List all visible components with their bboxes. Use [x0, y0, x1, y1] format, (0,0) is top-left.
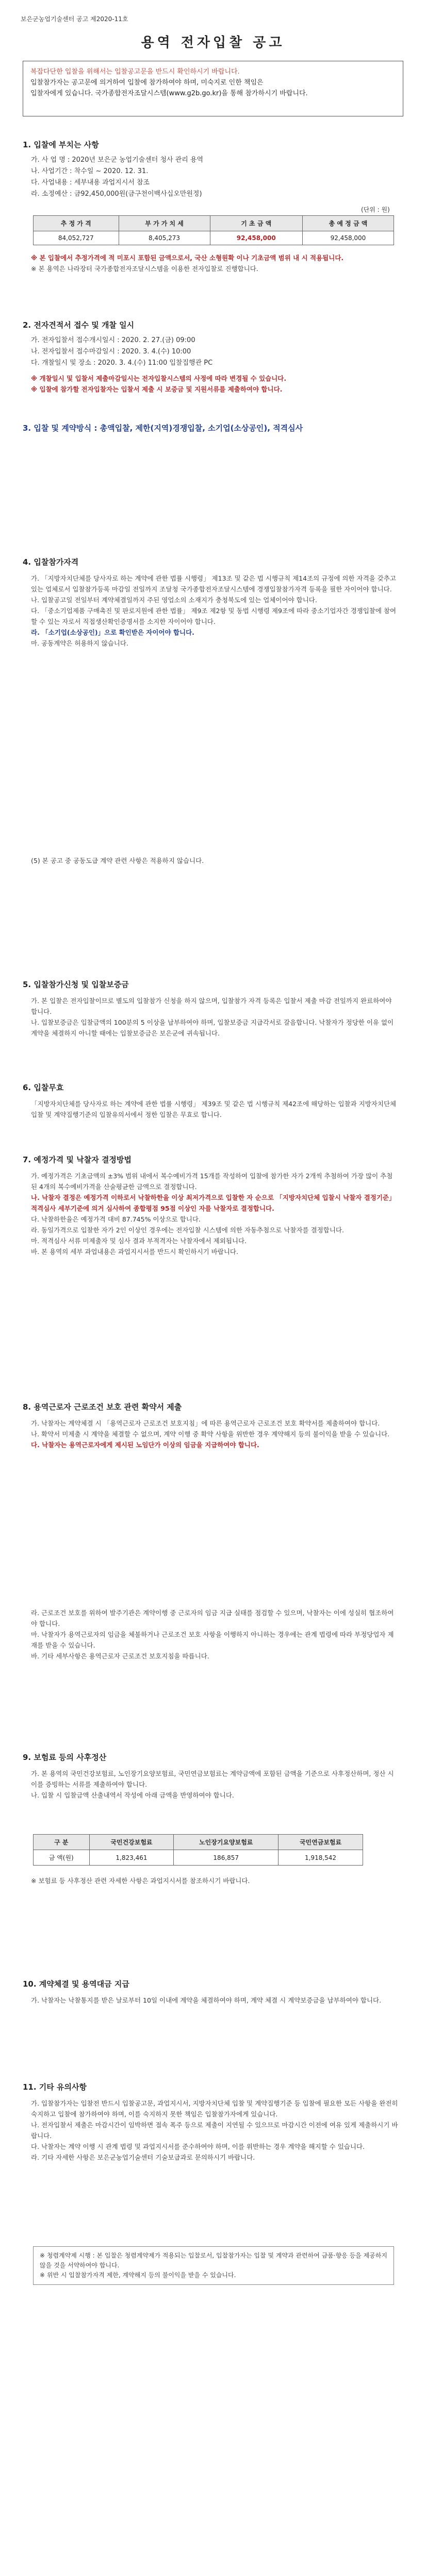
paragraph: 다. 낙찰하한율은 예정가격 대비 87.745% 이상으로 합니다. — [31, 1215, 201, 1223]
paragraph: 나. 입찰보증금은 입찰금액의 100분의 5 이상을 납부하여야 하며, 입찰보증금 지급각서로 갈음합니다. 낙찰자가 정당한 이유 없이 계약을 체결하지 아니할 때에는 입찰보증금은 보은군에 귀속됩니다. — [31, 1019, 394, 1037]
section-1-items — [31, 155, 402, 200]
section-5-body — [31, 995, 398, 1039]
paragraph: 나. 낙찰자 결정은 예정가격 이하로서 낙찰하한율 이상 최저가격으로 입찰한 자 순으로 「지방자치단체 입찰시 낙찰자 결정기준」 적격심사 세부기준에 의거 심사하여 종합평점 95점 이상인 자를 낙찰자로 결정합니다. — [31, 1194, 396, 1212]
paragraph: 다. 낙찰자는 용역근로자에게 제시된 노임단가 이상의 임금을 지급하여야 합니다. — [31, 1441, 259, 1449]
section-9-body — [31, 1768, 398, 1801]
table-header: 국민연금보험료 — [278, 1835, 363, 1850]
paragraph: 나. 입찰공고일 전일부터 계약체결일까지 주된 영업소의 소재지가 충청북도에 있는 업체이어야 합니다. — [31, 596, 317, 604]
list-item: 라. 소정예산 : 금92,450,000원(금구천이백사십오만원정) — [31, 190, 202, 198]
list-item: 나. 사업기간 : 착수일 ~ 2020. 12. 31. — [31, 167, 149, 175]
section-2-title: 2. 전자견적서 접수 및 개찰 일시 — [23, 320, 135, 330]
section-6-body — [31, 1098, 398, 1120]
section-4-title: 4. 입찰참가자격 — [23, 557, 79, 567]
table-cell: 84,052,727 — [34, 231, 119, 245]
paragraph: 마. 적격심사 서류 미제출자 및 심사 결과 부적격자는 낙찰자에서 제외됩니다. — [31, 1237, 247, 1245]
paragraph: 가. 본 용역의 국민건강보험료, 노인장기요양보험료, 국민연금보험료는 계약금액에 포함된 금액을 기준으로 사후정산하며, 정산 시 이를 증빙하는 서류를 제출하여야 합니다. — [31, 1770, 394, 1788]
note: ※ 개찰일시 및 입찰서 제출마감일시는 전자입찰시스템의 사정에 따라 변경될 수 있습니다. — [31, 375, 287, 382]
table-cell: 8,405,273 — [119, 231, 210, 245]
note: ※ 본 입찰에서 추정가격에 적 미포시 포함된 금액으로서, 국산 소형원확 이나 기초금액 범위 내 시 적용됩니다. — [31, 254, 344, 262]
section-5-title: 5. 입찰참가신청 및 입찰보증금 — [23, 980, 129, 989]
paragraph: 마. 낙찰자가 용역근로자의 임금을 체불하거나 근로조건 보호 사항을 이행하지 아니하는 경우에는 관계 법령에 따라 부정당업자 제재를 받을 수 있습니다. — [31, 1631, 394, 1649]
paragraph: 가. 「지방자치단체를 당사자로 하는 계약에 관한 법률 시행령」 제13조 및 같은 법 시행규칙 제14조의 규정에 의한 자격을 갖추고 있는 업체로서 입찰참가등록 마감일 전일까지 조달청 국가종합전자조달시스템에 경쟁입찰참가자격 등록을 필한 자이어야 합니다. — [31, 574, 396, 593]
paragraph: 마. 공동계약은 허용하지 않습니다. — [31, 639, 128, 647]
section-7-body — [31, 1171, 398, 1257]
section-8-body — [31, 1418, 398, 1450]
price-table — [33, 215, 394, 245]
list-item: 가. 사 업 명 : 2020년 보은군 농업기술센터 청사 관리 용역 — [31, 156, 204, 164]
paragraph: 라. 근로조건 보호를 위하여 발주기관은 계약이행 중 근로자의 임금 지급 실태를 점검할 수 있으며, 낙찰자는 이에 성실히 협조하여야 합니다. — [31, 1609, 394, 1628]
table-header: 국민건강보험료 — [89, 1835, 174, 1850]
paragraph: 나. 전자입찰서 제출은 마감시간이 임박하면 접속 폭주 등으로 제출이 지연될 수 있으므로 마감시간 이전에 여유 있게 제출하시기 바랍니다. — [31, 2121, 398, 2140]
section-8-title: 8. 용역근로자 근로조건 보호 관련 확약서 제출 — [23, 1402, 182, 1412]
intro-notice-box — [23, 61, 403, 116]
list-item: 나. 전자입찰서 접수마감일시 : 2020. 3. 4.(수) 10:00 — [31, 348, 191, 355]
section-10-body — [31, 1995, 398, 2006]
section-1-notes — [31, 252, 398, 274]
section-8-body-2 — [31, 1607, 398, 1662]
list-item: 다. 개찰일시 및 장소 : 2020. 3. 4.(수) 11:00 입찰집행관 PC — [31, 359, 213, 367]
section-11-body — [31, 2098, 398, 2163]
paragraph: 바. 본 용역의 세부 과업내용은 과업지시서를 반드시 확인하시기 바랍니다. — [31, 1248, 238, 1256]
section-2-items — [31, 335, 402, 369]
section-2-notes — [31, 373, 398, 395]
list-item: 가. 전자입찰서 접수개시일시 : 2020. 2. 27.(금) 09:00 — [31, 336, 195, 344]
table-unit: (단위 : 원) — [361, 206, 390, 213]
notice-line: ※ 청렴계약제 시행 : 본 입찰은 청렴계약제가 적용되는 입찰로서, 입찰참가자는 입찰 및 계약과 관련하여 금품·향응 등을 제공하지 않을 것을 서약하여야 합니다. — [40, 2252, 387, 2269]
paragraph: 나. 확약서 미제출 시 계약을 체결할 수 없으며, 계약 이행 중 확약 사항을 위반한 경우 계약해지 등의 불이익을 받을 수 있습니다. — [31, 1430, 390, 1438]
paragraph: 「지방자치단체를 당사자로 하는 계약에 관한 법률 시행령」 제39조 및 같은 법 시행규칙 제42조에 해당하는 입찰과 지방자치단체 입찰 및 계약집행기준의 입찰유의서에서 정한 입찰은 무효로 합니다. — [31, 1100, 397, 1118]
paragraph: 가. 입찰참가자는 입찰전 반드시 입찰공고문, 과업지시서, 지방자치단체 입찰 및 계약집행기준 등 입찰에 필요한 모든 사항을 완전히 숙지하고 입찰에 참가하여야 하며, 이를 숙지하지 못한 책임은 입찰참가자에게 있습니다. — [31, 2099, 398, 2118]
paragraph: 가. 낙찰자는 계약체결 시 「용역근로자 근로조건 보호지침」에 따른 용역근로자 근로조건 보호 확약서를 제출하여야 합니다. — [31, 1419, 380, 1427]
table-header: 구 분 — [34, 1835, 90, 1850]
section-3-title: 3. 입찰 및 계약방식 : 총액입찰, 제한(지역)경쟁입찰, 소기업(소상공인), 적격심사 — [23, 423, 303, 433]
section-9-tail: ※ 보험료 등 사후정산 관련 자세한 사항은 과업지시서를 참조하시기 바랍니다. — [31, 1877, 250, 1885]
table-cell: 92,458,000 — [210, 231, 302, 245]
paragraph: 바. 기타 세부사항은 용역근로자 근로조건 보호지침을 따릅니다. — [31, 1652, 209, 1660]
table-header: 총 예 정 금 액 — [302, 216, 394, 231]
paragraph: 라. 동일가격으로 입찰한 자가 2인 이상인 경우에는 전자입찰 시스템에 의한 자동추첨으로 낙찰자를 결정합니다. — [31, 1226, 344, 1234]
note: ※ 입찰에 참가할 전자입찰자는 입찰서 제출 시 보증금 및 지원서류를 제출하여야 합니다. — [31, 385, 283, 393]
section-9-title: 9. 보험료 등의 사후정산 — [23, 1753, 107, 1762]
paragraph: 라. 기타 자세한 사항은 보은군농업기술센터 기술보급과로 문의하시기 바랍니다. — [31, 2154, 255, 2161]
paragraph: 가. 본 입찰은 전자입찰이므로 별도의 입찰참가 신청을 하지 않으며, 입찰참가 자격 등록은 입찰서 제출 마감 전일까지 완료하여야 합니다. — [31, 997, 392, 1015]
paragraph: 라. 「소기업(소상공인)」으로 확인받은 자이어야 합니다. — [31, 629, 194, 636]
section-11-title: 11. 기타 유의사항 — [23, 2082, 87, 2092]
paragraph: 가. 예정가격은 기초금액의 ±3% 범위 내에서 복수예비가격 15개를 작성하여 입찰에 참가한 자가 2개씩 추첨하여 가장 많이 추첨된 4개의 복수예비가격을 산술평균한 금액으로 결정합니다. — [31, 1172, 393, 1191]
table-header: 부 가 가 치 세 — [119, 216, 210, 231]
section-7-title: 7. 예정가격 및 낙찰자 결정방법 — [23, 1155, 132, 1164]
section-6-title: 6. 입찰무효 — [23, 1083, 64, 1092]
table-cell: 1,823,461 — [89, 1850, 174, 1866]
table-cell: 1,918,542 — [278, 1850, 363, 1866]
intro-line: 입찰참가자는 공고문에 의거하여 입찰에 참가하여야 하며, 미숙지로 인한 책임은 — [30, 79, 264, 87]
paragraph: 가. 낙찰자는 낙찰통지를 받은 날로부터 10일 이내에 계약을 체결하여야 하며, 계약 체결 시 계약보증금을 납부하여야 합니다. — [31, 1996, 382, 2004]
table-header: 기 초 금 액 — [210, 216, 302, 231]
notice-number: 보은군농업기술센터 공고 제2020-11호 — [21, 15, 128, 23]
section-10-title: 10. 계약체결 및 용역대금 지급 — [23, 1979, 129, 1989]
insurance-table — [33, 1834, 363, 1866]
section-4-body — [31, 573, 398, 649]
table-header: 추 정 가 격 — [34, 216, 119, 231]
notice-line: ※ 위반 시 입찰참가자격 제한, 계약해지 등의 불이익을 받을 수 있습니다. — [40, 2272, 236, 2279]
section-4-tail: (5) 본 공고 중 공동도급 계약 관련 사항은 적용하지 않습니다. — [31, 857, 204, 865]
table-header: 노인장기요양보험료 — [174, 1835, 278, 1850]
list-item: 다. 사업내용 : 세부내용 과업지시서 참조 — [31, 179, 150, 187]
table-cell: 92,458,000 — [302, 231, 394, 245]
note: ※ 본 용역은 나라장터 국가종합전자조달시스템을 이용한 전자입찰로 진행합니다. — [31, 265, 258, 273]
paragraph: 다. 낙찰자는 계약 이행 시 관계 법령 및 과업지시서를 준수하여야 하며, 이를 위반하는 경우 계약을 해지할 수 있습니다. — [31, 2143, 365, 2150]
table-cell: 금 액(원) — [34, 1850, 90, 1866]
page-title: 용역 전자입찰 공고 — [141, 35, 285, 50]
paragraph: 나. 입찰 시 입찰금액 산출내역서 작성에 아래 금액을 반영하여야 합니다. — [31, 1791, 234, 1799]
intro-line: 입찰자에게 있습니다. 국가종합전자조달시스템(www.g2b.go.kr)을 통해 참가하시기 바랍니다. — [30, 90, 308, 97]
intro-line: 복잡다단한 입찰을 위해서는 입찰공고문을 반드시 확인하시기 바랍니다. — [30, 68, 240, 76]
paragraph: 다. 「중소기업제품 구매촉진 및 판로지원에 관한 법률」 제9조 제2항 및 동법 시행령 제9조에 따라 중소기업자간 경쟁입찰에 참여할 수 있는 자로서 직접생산확인증명서를 소지한 자이어야 합니다. — [31, 607, 397, 625]
integrity-notice-box — [33, 2246, 394, 2285]
table-cell: 186,857 — [174, 1850, 278, 1866]
section-1-title: 1. 입찰에 부치는 사항 — [23, 140, 99, 149]
